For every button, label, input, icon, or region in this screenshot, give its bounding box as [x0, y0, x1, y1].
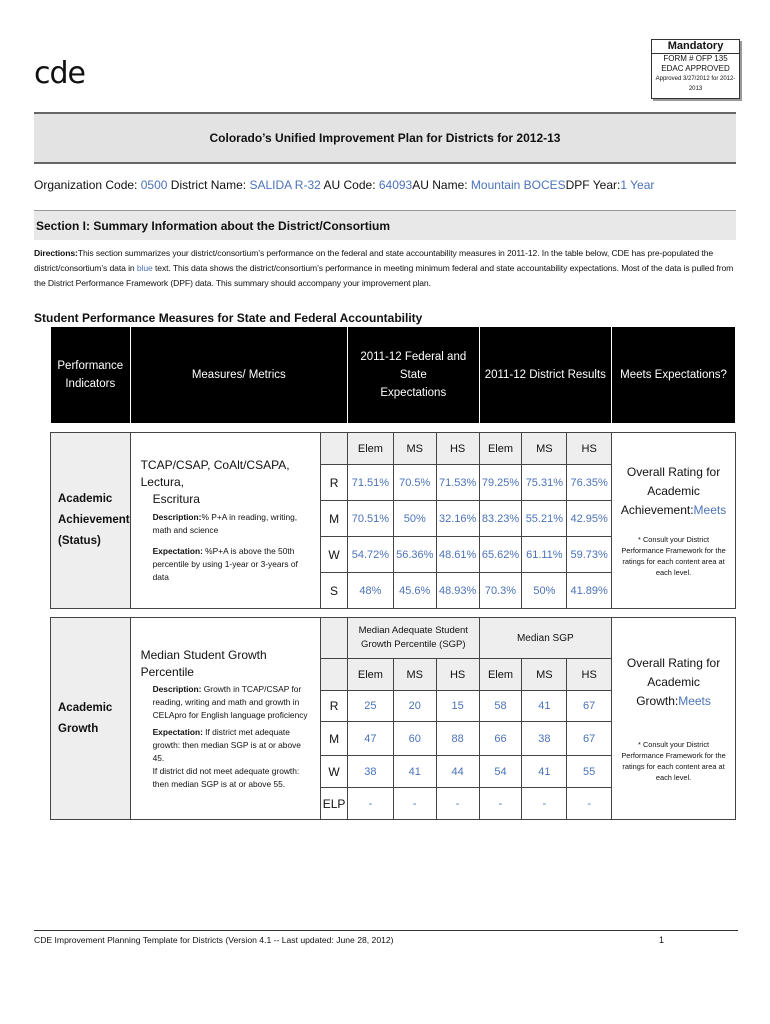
header-expectations-line-1: 2011-12 Federal and State	[360, 351, 467, 381]
level-header-ms: MS	[393, 433, 436, 465]
result-value: 67	[567, 691, 612, 722]
expectation-label: Expectation:	[152, 546, 203, 556]
expectation-text: If district met adequate growth: then median SGP is at or above 45.	[152, 726, 301, 763]
header-performance-indicators	[51, 327, 131, 424]
rating-value: Meets	[678, 694, 711, 708]
section-heading-text: Section I: Summary Information about the District/Consortium	[36, 218, 391, 233]
result-value: 75.31%	[522, 465, 567, 501]
growth-expectation-2: If district did not meet adequate growth: then median SGP is at or above 55.	[152, 765, 300, 789]
indicator-academic-achievement	[51, 433, 131, 609]
document-title	[34, 112, 736, 164]
expectation-label: Expectation:	[152, 726, 203, 737]
result-value: -	[522, 788, 567, 820]
subject-label: R	[321, 691, 348, 722]
description-text: Growth in TCAP/CSAP for reading, writing and math and growth in CELApro for English language proficiency	[152, 683, 308, 720]
result-value: 41.89%	[567, 573, 612, 609]
expectation-value: 47	[348, 722, 394, 756]
performance-measures-table	[50, 326, 736, 820]
expectation-value: 71.53%	[436, 465, 479, 501]
rating-note: * Consult your District Performance Framework for the ratings for each content area at each level.	[621, 740, 726, 782]
header-indicators-line-2: Indicators	[65, 378, 116, 390]
directions-blue-word: blue	[136, 263, 153, 273]
description-text: % P+A in reading, writing, math and science	[152, 512, 298, 535]
dpf-year-value: 1 Year	[620, 178, 655, 192]
spacer	[51, 609, 736, 618]
growth-rating-cell	[612, 618, 736, 820]
expectation-value: 15	[436, 691, 479, 722]
indicator-line: Academic	[58, 701, 113, 714]
expectation-value: 41	[393, 756, 436, 788]
result-value: -	[479, 788, 522, 820]
expectation-value: 44	[436, 756, 479, 788]
achievement-expectation	[153, 545, 313, 584]
level-header-ms: MS	[522, 433, 567, 465]
indicator-line: (Status)	[58, 535, 101, 547]
stamp-line-2: FORM # OFP 135	[663, 54, 728, 63]
subject-label: W	[321, 537, 348, 573]
level-header-hs: HS	[436, 433, 479, 465]
dpf-year-label: DPF Year:	[565, 178, 621, 192]
expectation-value: -	[393, 788, 436, 820]
result-value: 70.3%	[479, 573, 522, 609]
subject-label: R	[321, 465, 348, 501]
expectation-value: 60	[393, 722, 436, 756]
district-name-label: District Name:	[167, 178, 250, 192]
expectation-value: 32.16%	[436, 501, 479, 537]
expectation-value: 48.61%	[436, 537, 479, 573]
level-header-hs: HS	[567, 433, 612, 465]
level-header-elem: Elem	[479, 659, 522, 691]
level-header-spacer	[321, 433, 348, 465]
directions-text-2: text. This data shows the district/consortium’s performance in meeting minimum federal and state accountability expectations. Most of the data is pulled from the District Performance Framework (DPF) data. This summary should accompany your improvement plan.	[34, 263, 734, 288]
result-value: 59.73%	[567, 537, 612, 573]
stamp-line-3: EDAC APPROVED	[661, 64, 730, 73]
level-header-elem: Elem	[479, 433, 522, 465]
header-expectations	[348, 327, 480, 424]
result-value: 42.95%	[567, 501, 612, 537]
description-label: Description:	[152, 683, 202, 694]
expectation-value: 45.6%	[393, 573, 436, 609]
result-value: 55.21%	[522, 501, 567, 537]
expectation-value: 38	[348, 756, 394, 788]
result-value: 79.25%	[479, 465, 522, 501]
page-number: 1	[658, 935, 664, 945]
rating-label: Overall Rating for Academic Growth:	[626, 656, 721, 708]
header-indicators-line-1: Performance	[57, 360, 124, 372]
indicator-line: Achievement	[58, 514, 130, 526]
result-value: 55	[567, 756, 612, 788]
section-heading	[34, 210, 736, 240]
expectation-text: %P+A is above the 50th percentile by using 1-year or 3-years of data	[152, 546, 298, 582]
growth-measure	[130, 618, 321, 820]
au-code-value: 64093	[378, 178, 413, 192]
stamp-line-1: Mandatory	[652, 40, 739, 54]
expectation-value: 48.93%	[436, 573, 479, 609]
level-header-ms: MS	[522, 659, 567, 691]
result-value: -	[567, 788, 612, 820]
subject-label: M	[321, 722, 348, 756]
table-title: Student Performance Measures for State and Federal Accountability	[34, 311, 423, 325]
mandatory-form-stamp	[651, 39, 740, 99]
expectation-value: 56.36%	[393, 537, 436, 573]
table-header-row	[51, 327, 736, 424]
header-expectations-line-2: Expectations	[380, 387, 447, 399]
result-value: 65.62%	[479, 537, 522, 573]
group-header-adequate-sgp: Median Adequate Student Growth Percentile (SGP)	[348, 618, 480, 659]
expectation-value: 48%	[348, 573, 394, 609]
expectation-value: 25	[348, 691, 394, 722]
expectation-value: 71.51%	[348, 465, 394, 501]
organization-info-line	[34, 178, 654, 192]
result-value: 67	[567, 722, 612, 756]
org-code-value: 0500	[140, 178, 168, 192]
cde-logo: cde	[34, 56, 85, 91]
district-name-value: SALIDA R-32	[249, 178, 321, 192]
growth-description	[153, 683, 313, 722]
result-value: 41	[522, 756, 567, 788]
expectation-value: 88	[436, 722, 479, 756]
result-value: 38	[522, 722, 567, 756]
result-value: 58	[479, 691, 522, 722]
description-label: Description:	[152, 512, 202, 522]
header-measures-metrics: Measures/ Metrics	[130, 327, 347, 424]
group-header-spacer	[321, 618, 348, 659]
level-header-hs: HS	[436, 659, 479, 691]
subject-label: ELP	[321, 788, 348, 820]
achievement-rating	[618, 463, 729, 520]
result-value: 54	[479, 756, 522, 788]
level-header-hs: HS	[567, 659, 612, 691]
result-value: 66	[479, 722, 522, 756]
au-name-label: AU Name:	[412, 178, 471, 192]
page-footer	[34, 930, 738, 945]
directions-label: Directions:	[34, 248, 78, 258]
stamp-line-4: Approved 3/27/2012 for 2012-2013	[655, 76, 736, 92]
achievement-description	[153, 511, 313, 537]
indicator-line: Academic	[58, 493, 113, 505]
footer-text: CDE Improvement Planning Template for Districts (Version 4.1 -- Last updated: June 28, 2012)	[34, 935, 394, 945]
au-code-label: AU Code:	[320, 178, 379, 192]
level-header-elem: Elem	[348, 659, 394, 691]
level-header-elem: Elem	[348, 433, 394, 465]
document-title-text: Colorado’s Unified Improvement Plan for Districts for 2012-13	[209, 131, 561, 145]
directions-text-1: This section summarizes your district/consortium’s performance on the federal and state accountability measures in 2011-12. In the table below, CDE has pre-populated the district/consortium’s data in	[34, 248, 714, 273]
achievement-measure-title: TCAP/CSAP, CoAlt/CSAPA, Lectura,	[140, 458, 290, 489]
result-value: 50%	[522, 573, 567, 609]
growth-expectation	[153, 726, 313, 765]
expectation-value: 70.51%	[348, 501, 394, 537]
rating-value: Meets	[693, 503, 727, 517]
org-code-label: Organization Code:	[34, 178, 141, 192]
level-header-ms: MS	[393, 659, 436, 691]
result-value: 41	[522, 691, 567, 722]
level-header-spacer	[321, 659, 348, 691]
achievement-rating-cell	[612, 433, 736, 609]
achievement-level-row	[51, 433, 736, 465]
subject-label: W	[321, 756, 348, 788]
expectation-value: -	[436, 788, 479, 820]
spacer	[51, 424, 736, 433]
subject-label: M	[321, 501, 348, 537]
expectation-value: 54.72%	[348, 537, 394, 573]
expectation-value: -	[348, 788, 394, 820]
expectation-value: 20	[393, 691, 436, 722]
header-district-results: 2011-12 District Results	[479, 327, 612, 424]
subject-label: S	[321, 573, 348, 609]
directions-paragraph	[34, 246, 739, 291]
growth-rating	[618, 654, 729, 711]
rating-label: Overall Rating for Academic Achievement:	[620, 465, 721, 517]
result-value: 83.23%	[479, 501, 522, 537]
header-meets-expectations: Meets Expectations?	[612, 327, 736, 424]
indicator-academic-growth	[51, 618, 131, 820]
growth-group-header-row	[51, 618, 736, 659]
growth-measure-title: Median Student Growth Percentile	[140, 647, 267, 679]
achievement-measure-title-2: Escritura	[152, 492, 200, 506]
au-name-value: Mountain BOCES	[470, 178, 566, 192]
achievement-measure	[130, 433, 321, 609]
rating-note: * Consult your District Performance Framework for the ratings for each content area at each level.	[621, 535, 726, 577]
expectation-value: 70.5%	[393, 465, 436, 501]
result-value: 61.11%	[522, 537, 567, 573]
expectation-value: 50%	[393, 501, 436, 537]
result-value: 76.35%	[567, 465, 612, 501]
indicator-line: Growth	[58, 722, 99, 735]
group-header-median-sgp: Median SGP	[479, 618, 612, 659]
